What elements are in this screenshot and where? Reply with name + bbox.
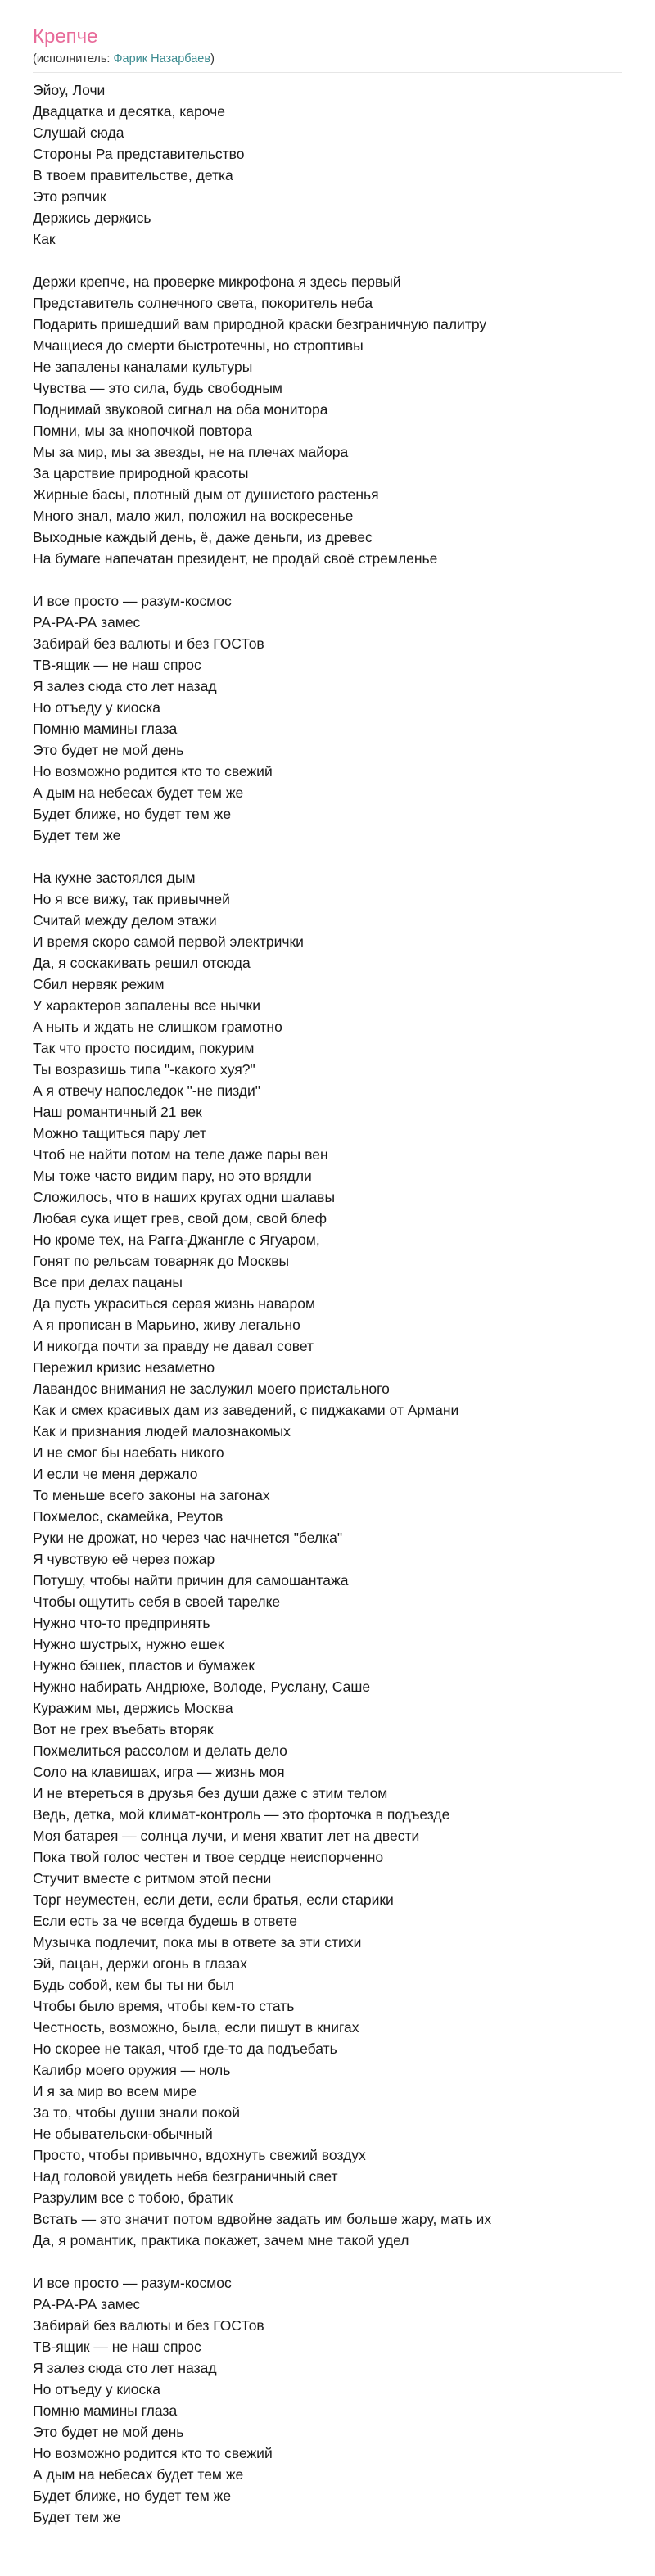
lyric-line: Как — [33, 231, 56, 247]
lyric-line: Над головой увидеть неба безграничный свет — [33, 2168, 338, 2185]
lyric-line: На бумаге напечатан президент, не продай своё стремленье — [33, 550, 438, 567]
lyric-line: Да, я романтик, практика покажет, зачем мне такой удел — [33, 2232, 409, 2248]
lyric-line: И никогда почти за правду не давал совет — [33, 1338, 314, 1354]
song-title: Крепче — [33, 25, 98, 47]
lyric-line: Стороны Ра представительство — [33, 146, 245, 162]
lyric-line: Встать — это значит потом вдвойне задать им больше жару, мать их — [33, 2211, 492, 2227]
lyric-line: А я отвечу напоследок "-не пизди" — [33, 1082, 260, 1099]
verse — [33, 2272, 622, 2528]
lyric-line: Помню мамины глаза — [33, 2402, 178, 2419]
lyric-line: Да, я соскакивать решил отсюда — [33, 955, 251, 971]
lyric-line: Нужно шустрых, нужно ешек — [33, 1636, 224, 1652]
lyric-line: Помню мамины глаза — [33, 721, 178, 737]
lyric-line: Пережил кризис незаметно — [33, 1359, 215, 1376]
lyric-line: Но возможно родится кто то свежий — [33, 2445, 273, 2461]
lyric-line: Помни, мы за кнопочкой повтора — [33, 423, 252, 439]
lyric-line: За царствие природной красоты — [33, 465, 249, 481]
lyric-line: Похмелиться рассолом и делать дело — [33, 1742, 287, 1759]
lyric-line: ТВ-ящик — не наш спрос — [33, 2339, 201, 2355]
lyric-line: Нужно бэшек, пластов и бумажек — [33, 1657, 255, 1674]
title-divider — [33, 72, 622, 73]
lyric-line: Все при делах пацаны — [33, 1274, 183, 1290]
lyric-line: Но скорее не такая, чтоб где-то да подъебать — [33, 2040, 337, 2057]
performer-link[interactable]: Фарик Назарбаев — [113, 52, 211, 66]
lyric-line: Да пусть украситься серая жизнь наваром — [33, 1295, 316, 1312]
lyric-line: А дым на небесах будет тем же — [33, 784, 244, 801]
lyric-line: И не смог бы наебать никого — [33, 1444, 224, 1461]
lyric-line: Это будет не мой день — [33, 742, 184, 758]
lyric-line: И если че меня держало — [33, 1466, 198, 1482]
lyric-line: Будь собой, кем бы ты ни был — [33, 1977, 234, 1993]
lyric-line: Забирай без валюты и без ГОСТов — [33, 635, 264, 652]
lyric-line: Жирные басы, плотный дым от душистого растенья — [33, 486, 379, 503]
lyric-line: Как и признания людей малознакомых — [33, 1423, 291, 1439]
lyric-line: За то, чтобы души знали покой — [33, 2104, 241, 2121]
lyric-line: Похмелос, скамейка, Реутов — [33, 1508, 224, 1525]
lyric-line: Будет тем же — [33, 827, 121, 843]
lyric-line: В твоем правительстве, детка — [33, 167, 233, 183]
lyric-line: Калибр моего оружия — ноль — [33, 2062, 231, 2078]
lyric-line: Но я все вижу, так привычней — [33, 891, 230, 907]
lyric-line: Забирай без валюты и без ГОСТов — [33, 2317, 264, 2334]
lyric-line: Будет тем же — [33, 2509, 121, 2525]
lyric-line: Гонят по рельсам товарняк до Москвы — [33, 1253, 290, 1269]
lyric-line: Просто, чтобы привычно, вдохнуть свежий воздух — [33, 2147, 366, 2163]
lyric-line: Чтобы ощутить себя в своей тарелке — [33, 1593, 281, 1610]
lyric-line: Это рэпчик — [33, 188, 106, 205]
lyric-line: РА-РА-РА замес — [33, 2296, 141, 2312]
lyric-line: Не запалены каналами культуры — [33, 359, 253, 375]
lyric-line: Много знал, мало жил, положил на воскресенье — [33, 508, 354, 524]
lyric-line: Любая сука ищет грев, свой дом, свой блеф — [33, 1210, 328, 1227]
lyric-line: Чтобы было время, чтобы кем-то стать — [33, 1998, 295, 2014]
lyric-line: Разрулим все с тобою, братик — [33, 2190, 233, 2206]
lyric-line: Мы за мир, мы за звезды, не на плечах майора — [33, 444, 349, 460]
lyric-line: Сбил нервяк режим — [33, 976, 165, 992]
lyric-line: Ты возразишь типа "-какого хуя?" — [33, 1061, 255, 1078]
lyric-line: Стучит вместе с ритмом этой песни — [33, 1870, 272, 1887]
lyric-line: Будет ближе, но будет тем же — [33, 2488, 232, 2504]
lyric-line: На кухне застоялся дым — [33, 870, 196, 886]
lyric-line: А ныть и ждать не слишком грамотно — [33, 1019, 282, 1035]
lyrics-body — [33, 79, 622, 2528]
lyric-line: Потушу, чтобы найти причин для самошантажа — [33, 1572, 349, 1589]
lyric-line: И все просто — разум-космос — [33, 2275, 232, 2291]
lyric-line: Я залез сюда сто лет назад — [33, 2360, 217, 2376]
lyric-line: Так что просто посидим, покурим — [33, 1040, 255, 1056]
verse — [33, 79, 622, 250]
lyric-line: Это будет не мой день — [33, 2424, 184, 2440]
lyric-line: Я залез сюда сто лет назад — [33, 678, 217, 694]
lyric-line: Держись держись — [33, 210, 151, 226]
lyric-line: Слушай сюда — [33, 124, 124, 141]
performer-prefix: (исполнитель: — [33, 52, 114, 66]
lyric-line: Музычка подлечит, пока мы в ответе за эти стихи — [33, 1934, 362, 1950]
lyric-line: Считай между делом этажи — [33, 912, 217, 929]
lyric-line: Торг неуместен, если дети, если братья, если старики — [33, 1891, 394, 1908]
lyric-line: И я за мир во всем мире — [33, 2083, 197, 2099]
lyric-line: Руки не дрожат, но через час начнется "белка" — [33, 1530, 343, 1546]
lyric-line: Вот не грех въебать вторяк — [33, 1721, 214, 1738]
lyric-line: А я прописан в Марьино, живу легально — [33, 1317, 300, 1333]
lyric-line: Чувства — это сила, будь свободным — [33, 380, 282, 396]
lyric-line: Чтоб не найти потом на теле даже пары вен — [33, 1146, 328, 1163]
lyric-line: Соло на клавишах, игра — жизнь моя — [33, 1764, 285, 1780]
lyric-line: Выходные каждый день, ё, даже деньги, из древес — [33, 529, 373, 545]
lyric-line: Подарить пришедший вам природной краски безграничную палитру — [33, 316, 487, 332]
lyric-line: А дым на небесах будет тем же — [33, 2466, 244, 2483]
lyric-line: Представитель солнечного света, покоритель неба — [33, 295, 373, 311]
lyric-line: Но кроме тех, на Рагга-Джангле с Ягуаром, — [33, 1232, 320, 1248]
verse — [33, 590, 622, 846]
lyric-line: Я чувствую её через пожар — [33, 1551, 215, 1567]
lyric-line: Можно тащиться пару лет — [33, 1125, 206, 1141]
lyric-line: Двадцатка и десятка, кароче — [33, 103, 225, 120]
lyric-line: РА-РА-РА замес — [33, 614, 141, 630]
lyric-line: И все просто — разум-космос — [33, 593, 232, 609]
lyric-line: Не обывательски-обычный — [33, 2126, 213, 2142]
lyric-line: Сложилось, что в наших кругах одни шалавы — [33, 1189, 336, 1205]
lyric-line: И время скоро самой первой электрички — [33, 933, 304, 950]
lyric-line: ТВ-ящик — не наш спрос — [33, 657, 201, 673]
lyric-line: Наш романтичный 21 век — [33, 1104, 202, 1120]
lyric-line: Эйоу, Лочи — [33, 82, 106, 98]
lyric-line: Если есть за че всегда будешь в ответе — [33, 1913, 297, 1929]
lyric-line: Моя батарея — солнца лучи, и меня хватит лет на двести — [33, 1828, 420, 1844]
lyric-line: Эй, пацан, держи огонь в глазах — [33, 1955, 247, 1972]
lyric-line: Куражим мы, держись Москва — [33, 1700, 233, 1716]
lyric-line: Нужно что-то предпринять — [33, 1615, 210, 1631]
lyric-line: Как и смех красивых дам из заведений, с пиджаками от Армани — [33, 1402, 459, 1418]
lyric-line: Но отъеду у киоска — [33, 2381, 161, 2397]
lyric-line: У характеров запалены все нычки — [33, 997, 261, 1014]
lyric-line: Мы тоже часто видим пару, но это врядли — [33, 1168, 312, 1184]
lyric-line: Нужно набирать Андрюхе, Володе, Руслану, Саше — [33, 1679, 371, 1695]
lyric-line: Держи крепче, на проверке микрофона я здесь первый — [33, 273, 401, 290]
lyric-line: Но отъеду у киоска — [33, 699, 161, 716]
lyric-line: И не втереться в друзья без души даже с этим телом — [33, 1785, 388, 1801]
performer-line — [33, 51, 622, 67]
lyric-line: Но возможно родится кто то свежий — [33, 763, 273, 780]
lyric-line: Ведь, детка, мой климат-контроль — это форточка в подъезде — [33, 1806, 450, 1823]
lyric-line: Мчащиеся до смерти быстротечны, но строптивы — [33, 337, 364, 354]
performer-suffix: ) — [210, 52, 215, 66]
lyric-line: Честность, возможно, была, если пишут в книгах — [33, 2019, 359, 2036]
lyric-line: Пока твой голос честен и твое сердце неиспорченно — [33, 1849, 384, 1865]
lyric-line: То меньше всего законы на загонах — [33, 1487, 270, 1503]
lyric-line: Будет ближе, но будет тем же — [33, 806, 232, 822]
verse — [33, 867, 622, 2251]
lyric-line: Поднимай звуковой сигнал на оба монитора — [33, 401, 328, 418]
lyric-line: Лавандос внимания не заслужил моего пристального — [33, 1381, 390, 1397]
verse — [33, 271, 622, 569]
